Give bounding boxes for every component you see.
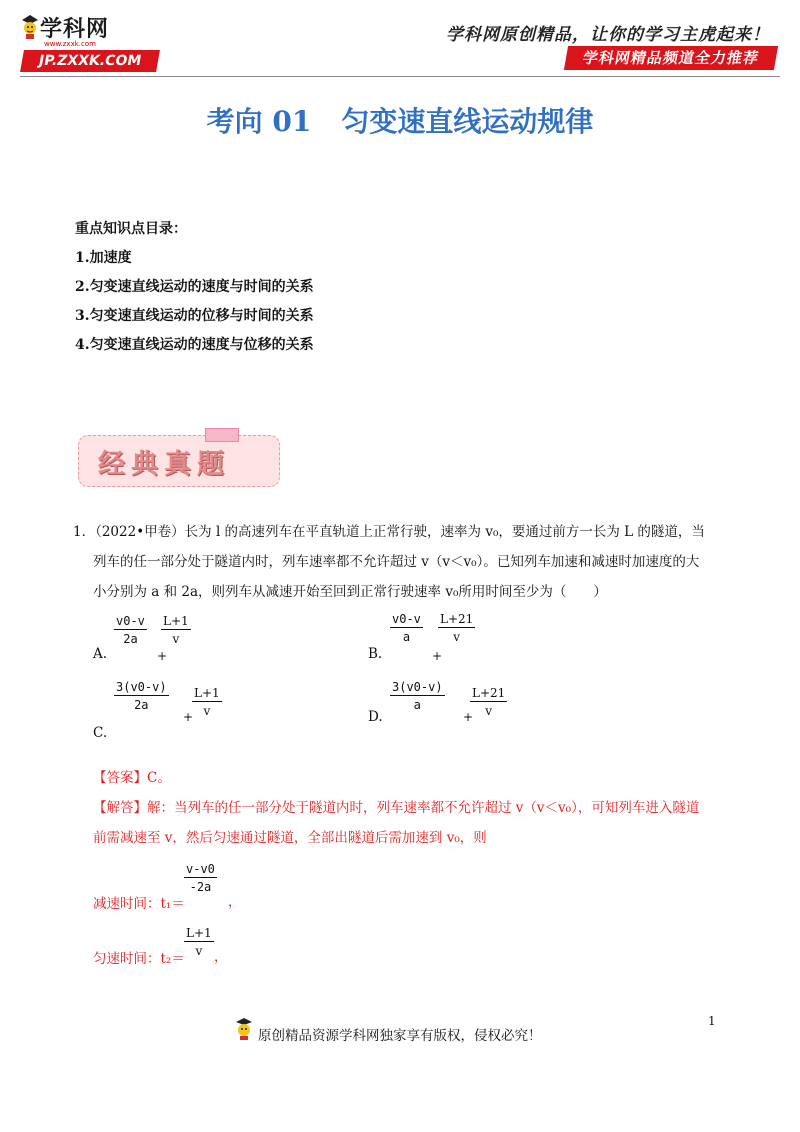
option-b-plus: + — [432, 649, 443, 663]
option-c-f2-den: v — [203, 704, 211, 718]
answer-tag: 【答案】 — [93, 770, 147, 786]
t2-fraction — [184, 926, 214, 958]
option-a-f1-num: v0-v — [116, 614, 145, 628]
t1-tail: ， — [228, 894, 242, 910]
option-b-fraction-1 — [390, 612, 423, 644]
logo-site: www.zxxk.com — [44, 40, 96, 48]
option-b-f1-den: a — [402, 630, 411, 644]
t2-num: L+1 — [186, 926, 212, 940]
option-a-f2-den: v — [172, 632, 180, 646]
option-c-fraction-1 — [114, 680, 169, 712]
logo-url-badge[interactable]: JP.ZXXK.COM — [20, 50, 160, 72]
option-a-f1-den: 2a — [123, 632, 138, 646]
option-d-f2-den: v — [485, 704, 493, 718]
page-number: 1 — [708, 1014, 716, 1028]
option-a-plus: + — [157, 649, 168, 663]
t1-den: -2a — [189, 880, 212, 894]
t1-label: 减速时间：t₁＝ — [93, 896, 185, 912]
analysis-line-1 — [93, 796, 699, 816]
question-line-1: 1．（2022•甲卷）长为 l 的高速列车在平直轨道上正常行驶，速率为 v₀，要通过前方一长为 L 的隧道，当 — [73, 524, 705, 540]
option-d-f2-num: L+21 — [472, 686, 506, 700]
page-title — [0, 100, 800, 140]
option-d-f1-num: 3(v0-v) — [392, 680, 443, 694]
title-part-2: 匀变速直线运动规律 — [341, 105, 594, 138]
option-a-fraction-1 — [114, 614, 147, 646]
t1-num: v-v0 — [186, 862, 215, 876]
option-b-label[interactable]: B. — [368, 646, 383, 662]
answer-value: C。 — [147, 770, 171, 786]
header-divider — [20, 76, 780, 77]
option-c-label[interactable]: C. — [93, 725, 108, 741]
option-b-f2-num: L+21 — [440, 612, 474, 626]
header-slogan: 学科网原创精品，让你的学习主虎起来！ — [446, 25, 770, 45]
channel-badge: 学科网精品频道全力推荐 — [564, 46, 778, 70]
option-c-plus: + — [183, 710, 194, 724]
analysis-line-2: 前需减速至 v，然后匀速通过隧道，全部出隧道后需加速到 v₀，则 — [93, 830, 487, 846]
answer-line — [93, 766, 171, 786]
question-line-2: 列车的任一部分处于隧道内时，列车速率都不允许超过 v（v＜v₀）。已知列车加速和减速时加速度的大 — [93, 554, 700, 570]
t2-den: v — [195, 944, 203, 958]
toc-item: 3.匀变速直线运动的位移与时间的关系 — [75, 308, 314, 324]
t2-tail: ， — [214, 949, 228, 965]
option-c-fraction-2 — [192, 686, 222, 718]
option-d-plus: + — [463, 710, 474, 724]
option-a-fraction-2 — [161, 614, 191, 646]
option-c-f1-num: 3(v0-v) — [116, 680, 167, 694]
toc-item: 2.匀变速直线运动的速度与时间的关系 — [75, 279, 314, 295]
section-banner-title: 经典真题 — [98, 449, 230, 480]
option-c-f1-den: 2a — [134, 698, 149, 712]
option-d-label[interactable]: D. — [368, 709, 383, 725]
option-a-f2-num: L+1 — [163, 614, 189, 628]
toc-item: 4.匀变速直线运动的速度与位移的关系 — [75, 337, 314, 353]
option-b-f1-num: v0-v — [392, 612, 421, 626]
question-line-3: 小分别为 a 和 2a，则列车从减速开始至回到正常行驶速率 v₀所用时间至少为（ ） — [93, 584, 607, 600]
option-b-fraction-2 — [438, 612, 475, 644]
option-a-label[interactable]: A. — [93, 646, 108, 662]
option-d-fraction-2 — [470, 686, 507, 718]
option-d-fraction-1 — [390, 680, 445, 712]
t1-fraction — [184, 862, 217, 894]
mascot-icon — [234, 1017, 254, 1041]
analysis-text-1: 解：当列车的任一部分处于隧道内时，列车速率都不允许超过 v（v＜v₀），可知列车进入隧道 — [147, 800, 700, 816]
t2-label: 匀速时间：t₂＝ — [93, 951, 185, 967]
toc-item: 1.加速度 — [75, 250, 132, 266]
option-c-f2-num: L+1 — [194, 686, 220, 700]
title-part-1: 考向 01 — [206, 105, 312, 138]
logo-name: 学科网 — [40, 17, 110, 42]
toc-heading: 重点知识点目录： — [75, 221, 187, 237]
footer-copyright: 原创精品资源学科网独家享有版权，侵权必究！ — [258, 1028, 542, 1044]
option-d-f1-den: a — [413, 698, 421, 712]
option-b-f2-den: v — [453, 630, 461, 644]
logo-icon — [20, 14, 40, 40]
analysis-tag: 【解答】 — [93, 800, 147, 816]
banner-tag-decoration — [205, 428, 239, 442]
